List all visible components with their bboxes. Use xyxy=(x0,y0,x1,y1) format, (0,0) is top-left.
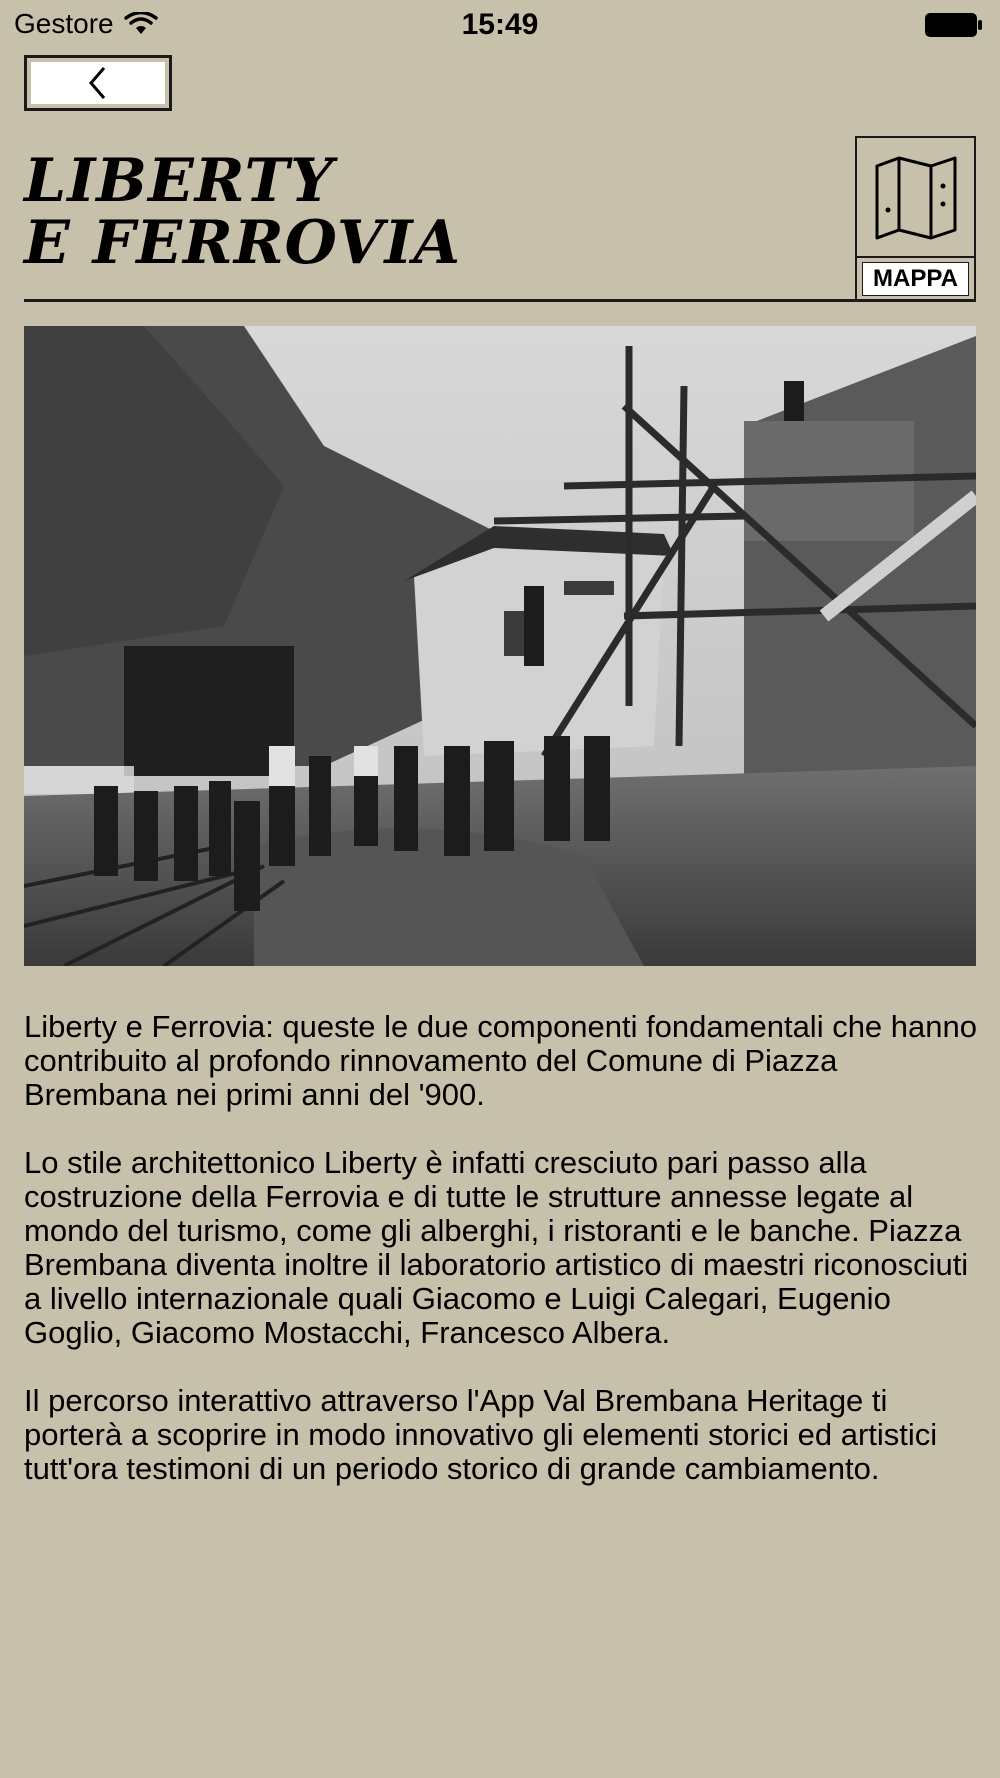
clock: 15:49 xyxy=(461,8,539,41)
map-button-divider xyxy=(857,256,974,258)
paragraph-3: Il percorso interattivo attraverso l'App Val Brembana Heritage ti porterà a scoprire in modo innovativo gli elementi storici ed artistici tutt'ora testimoni di un periodo storico di grande cambiamento. xyxy=(24,1383,938,1486)
status-bar xyxy=(0,0,1000,48)
page-title-line-2: E FERROVIA xyxy=(24,208,462,278)
header-divider xyxy=(24,299,976,302)
back-button-face[interactable] xyxy=(31,62,165,104)
historic-photo xyxy=(24,326,976,966)
map-button-label[interactable]: MAPPA xyxy=(862,262,969,296)
page-title-line-1: LIBERTY xyxy=(24,146,334,216)
paragraph-1: Liberty e Ferrovia: queste le due componenti fondamentali che hanno contribuito al profondo rinnovamento del Comune di Piazza Brembana nei primi anni del '900. xyxy=(24,1009,977,1112)
paragraph-2: Lo stile architettonico Liberty è infatti cresciuto pari passo alla costruzione della Ferrovia e di tutte le strutture annesse legate al mondo del turismo, come gli alberghi, i ristoranti e le banche. Piazza Brembana diventa inoltre il laboratorio artistico di maestri riconosciuti a livello internazionale quali Giacomo e Luigi Calegari, Eugenio Goglio, Giacomo Mostacchi, Francesco Albera. xyxy=(24,1145,969,1350)
historic-photo-illustration xyxy=(24,326,976,966)
map-icon xyxy=(873,156,959,240)
battery-icon xyxy=(924,12,984,38)
map-button[interactable] xyxy=(855,136,976,302)
carrier-label: Gestore xyxy=(14,8,114,39)
chevron-left-icon xyxy=(86,66,110,100)
article-body xyxy=(24,1010,984,1520)
back-button[interactable] xyxy=(24,55,172,111)
page-title xyxy=(24,146,462,278)
